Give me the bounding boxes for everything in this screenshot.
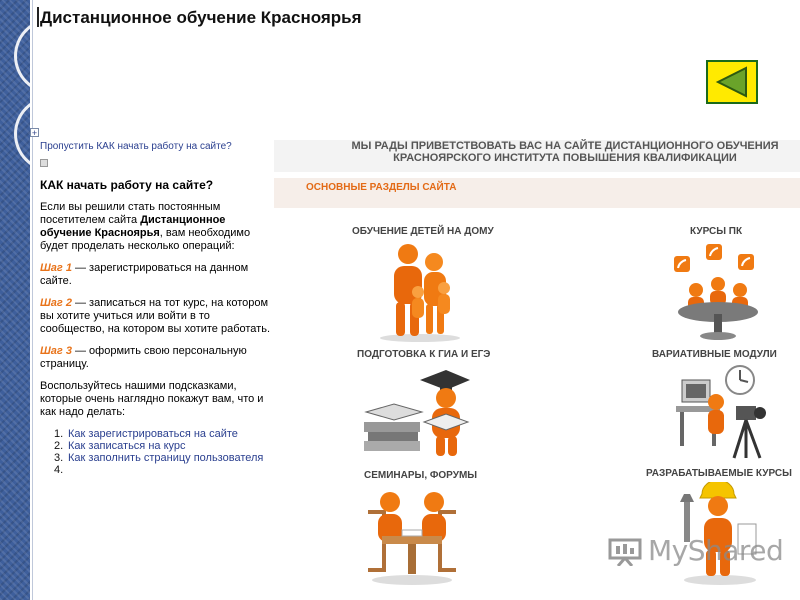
profile-help-link[interactable]: Как заполнить страницу пользователя [68, 452, 264, 464]
left-column [40, 140, 272, 476]
family-illustration[interactable] [372, 242, 468, 342]
intro-paragraph [40, 201, 272, 253]
expand-icon[interactable]: + [31, 128, 38, 138]
divider [32, 0, 33, 600]
text-cursor [37, 7, 39, 27]
enroll-help-link[interactable]: Как записаться на курс [68, 440, 186, 452]
intro-site-name: Дистанционное обучение Красноярья [40, 214, 226, 239]
list-number: 2. [54, 440, 64, 452]
category-seminars-forums[interactable]: СЕМИНАРЫ, ФОРУМЫ [364, 470, 478, 481]
step-text: — зарегистрироваться на данном сайте. [40, 262, 249, 287]
category-home-education[interactable]: ОБУЧЕНИЕ ДЕТЕЙ НА ДОМУ [352, 226, 494, 237]
triangle-left-icon [712, 66, 752, 98]
seminar-table-illustration[interactable] [362, 482, 462, 586]
welcome-line: МЫ РАДЫ ПРИВЕТСТВОВАТЬ ВАС НА САЙТЕ ДИСТАНЦИОННОГО ОБУЧЕНИЯ [351, 140, 779, 152]
broken-image-icon [40, 159, 48, 167]
intro-text-end: , вам необходимо будет проделать несколько операций: [40, 227, 251, 252]
list-item [40, 452, 272, 464]
step-label: Шаг 1 [40, 262, 72, 274]
books-graduate-illustration[interactable] [360, 362, 476, 462]
help-links-list [40, 428, 272, 476]
list-item [40, 464, 272, 476]
round-table-illustration[interactable] [666, 242, 766, 342]
register-help-link[interactable]: Как зарегистрироваться на сайте [68, 428, 238, 440]
skip-link[interactable]: Пропустить КАК начать работу на сайте? [40, 141, 232, 152]
hint-paragraph: Воспользуйтесь нашими подсказками, которые очень наглядно покажут вам, что и как надо делать: [40, 380, 264, 418]
list-number: 1. [54, 428, 64, 440]
decorative-stripe [0, 0, 30, 600]
slide-title: Дистанционное обучение Красноярья [40, 8, 362, 27]
presentation-board-icon [608, 536, 642, 566]
watermark [608, 534, 783, 567]
step-label: Шаг 2 [40, 297, 72, 309]
category-exam-prep[interactable]: ПОДГОТОВКА К ГИА И ЕГЭ [357, 349, 491, 360]
list-number: 4. [54, 464, 64, 476]
step-paragraph [40, 297, 272, 336]
intro-text: Если вы решили стать постоянным посетителем сайта [40, 201, 221, 226]
step-text: — записаться на тот курс, на котором вы хотите учиться или войти в то сообщество, на котором вы хотите работать. [40, 297, 270, 335]
category-variable-modules[interactable]: ВАРИАТИВНЫЕ МОДУЛИ [652, 349, 777, 360]
sections-title: ОСНОВНЫЕ РАЗДЕЛЫ САЙТА [306, 182, 457, 193]
category-developing-courses[interactable]: РАЗРАБАТЫВАЕМЫЕ КУРСЫ [646, 468, 792, 479]
welcome-line: КРАСНОЯРСКОГО ИНСТИТУТА ПОВЫШЕНИЯ КВАЛИФИКАЦИИ [393, 152, 737, 164]
back-button[interactable] [706, 60, 758, 104]
category-pk-courses[interactable]: КУРСЫ ПК [690, 226, 743, 237]
how-to-start-heading: КАК начать работу на сайте? [40, 178, 214, 192]
step-text: — оформить свою персональную страницу. [40, 345, 247, 370]
step-paragraph [40, 345, 272, 371]
step-label: Шаг 3 [40, 345, 72, 357]
welcome-text [330, 140, 800, 164]
decorative-arc [14, 18, 57, 94]
step-paragraph [40, 262, 272, 288]
computer-camera-illustration[interactable] [666, 362, 772, 462]
watermark-text: MyShared [648, 534, 784, 567]
list-item [40, 428, 272, 440]
list-item [40, 440, 272, 452]
list-number: 3. [54, 452, 64, 464]
